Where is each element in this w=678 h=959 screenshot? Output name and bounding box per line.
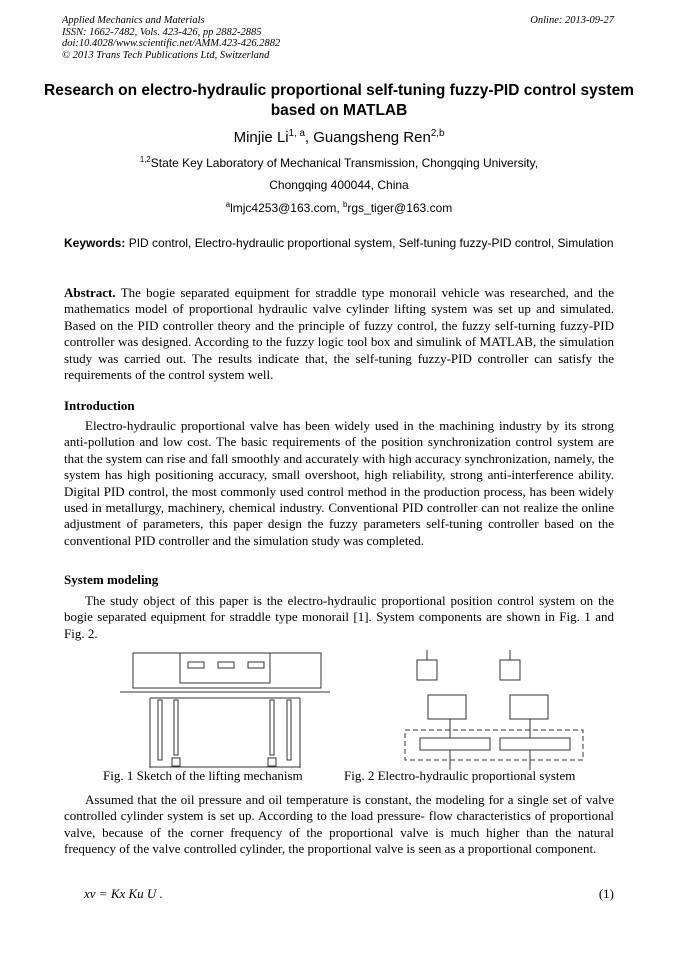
aff-line1: State Key Laboratory of Mechanical Transmission, Chongqing University,	[150, 156, 539, 170]
author-2: Guangsheng Ren	[313, 129, 431, 146]
abstract	[64, 285, 614, 383]
abstract-text: The bogie separated equipment for straddle type monorail vehicle was researched, and the mathematics model of proportional hydraulic valve cylinder lifting system was set up and simulated. Based on the PID controller theory and the principle of fuzzy control, the fuzzy self-turning fuzzy-PID controller was designed. According to the fuzzy logic tool box and simulink of MATLAB, the simulation study was carried out. The results indicate that, the self-tuning fuzzy-PID controller can satisfy the requirements of the control system well.	[64, 285, 614, 383]
author-1-sup: 1, a	[288, 128, 305, 139]
figure-1-lifting-mechanism	[120, 650, 330, 770]
figure-2-hydraulic-schematic	[400, 650, 590, 770]
email-b-sup: b	[343, 200, 348, 209]
issn: ISSN: 1662-7482, Vols. 423-426, pp 2882-2885	[62, 26, 262, 38]
equation-1: xv = Kx Ku U .	[84, 886, 163, 901]
modeling-heading: System modeling	[64, 572, 159, 587]
modeling-paragraph-1: The study object of this paper is the electro-hydraulic proportional position control system on the bogie separated equipment for straddle type monorail [1]. System components are shown in Fig. 1 and Fig. 2.	[64, 593, 614, 641]
journal-name: Applied Mechanics and Materials	[62, 15, 205, 26]
figure-2-caption: Fig. 2 Electro-hydraulic proportional system	[344, 768, 576, 783]
aff-sup: 1,2	[139, 155, 151, 164]
author-sep: ,	[304, 129, 314, 146]
abstract-label: Abstract.	[64, 285, 116, 300]
modeling-paragraph-2: Assumed that the oil pressure and oil temperature is constant, the modeling for a single set of valve controlled cylinder system is set up. According to the load pressure- flow characteristics of proportional valve, because of the corner frequency of the proportional valve is much higher than the natural frequency of the valve controlled cylinder, the proportional valve is seen as a proportional component.	[64, 792, 614, 857]
keywords-text: PID control, Electro-hydraulic proportional system, Self-tuning fuzzy-PID control, Simulation	[125, 236, 614, 250]
email-a: lmjc4253@163.com,	[230, 201, 343, 215]
email-b: rgs_tiger@163.com	[347, 201, 453, 215]
equation-number: (1)	[598, 886, 614, 901]
figure-1-caption: Fig. 1 Sketch of the lifting mechanism	[103, 768, 303, 783]
author-1: Minjie Li	[233, 129, 289, 146]
doi: doi:10.4028/www.scientific.net/AMM.423-426.2882	[62, 38, 281, 49]
intro-paragraph: Electro-hydraulic proportional valve has been widely used in the machining industry by its strong anti-pollution and low cost. The basic requirements of the position synchronization control system are that the system can rise and fall smoothly and accurately with high accuracy synchronization, namely, the system has high positioning accuracy, small overshoot, high reliability, strong anti-interference ability. Digital PID control, the most commonly used control method in the production process, has been widely used in metallurgy, machinery, chemical industry. Conventional PID controller can not realize the online adjustment of parameters, this paper design the fuzzy parameters self-tuning controller based on the conventional PID controller and the simulation study was completed.	[64, 418, 614, 548]
paper-title: Research on electro-hydraulic proportional self-tuning fuzzy-PID control system based on MATLAB	[44, 82, 634, 119]
affiliation-2: Chongqing 400044, China	[269, 178, 409, 192]
keywords	[64, 236, 614, 251]
emails	[40, 200, 638, 215]
affiliation-1	[40, 155, 638, 170]
journal-header	[62, 15, 280, 61]
copyright: © 2013 Trans Tech Publications Ltd, Switzerland	[62, 49, 270, 61]
intro-heading: Introduction	[64, 398, 135, 413]
online-date: Online: 2013-09-27	[530, 15, 614, 26]
author-2-sup: 2,b	[430, 128, 445, 139]
email-a-sup: a	[225, 200, 231, 209]
keywords-label: Keywords:	[64, 236, 126, 250]
authors	[40, 128, 638, 146]
